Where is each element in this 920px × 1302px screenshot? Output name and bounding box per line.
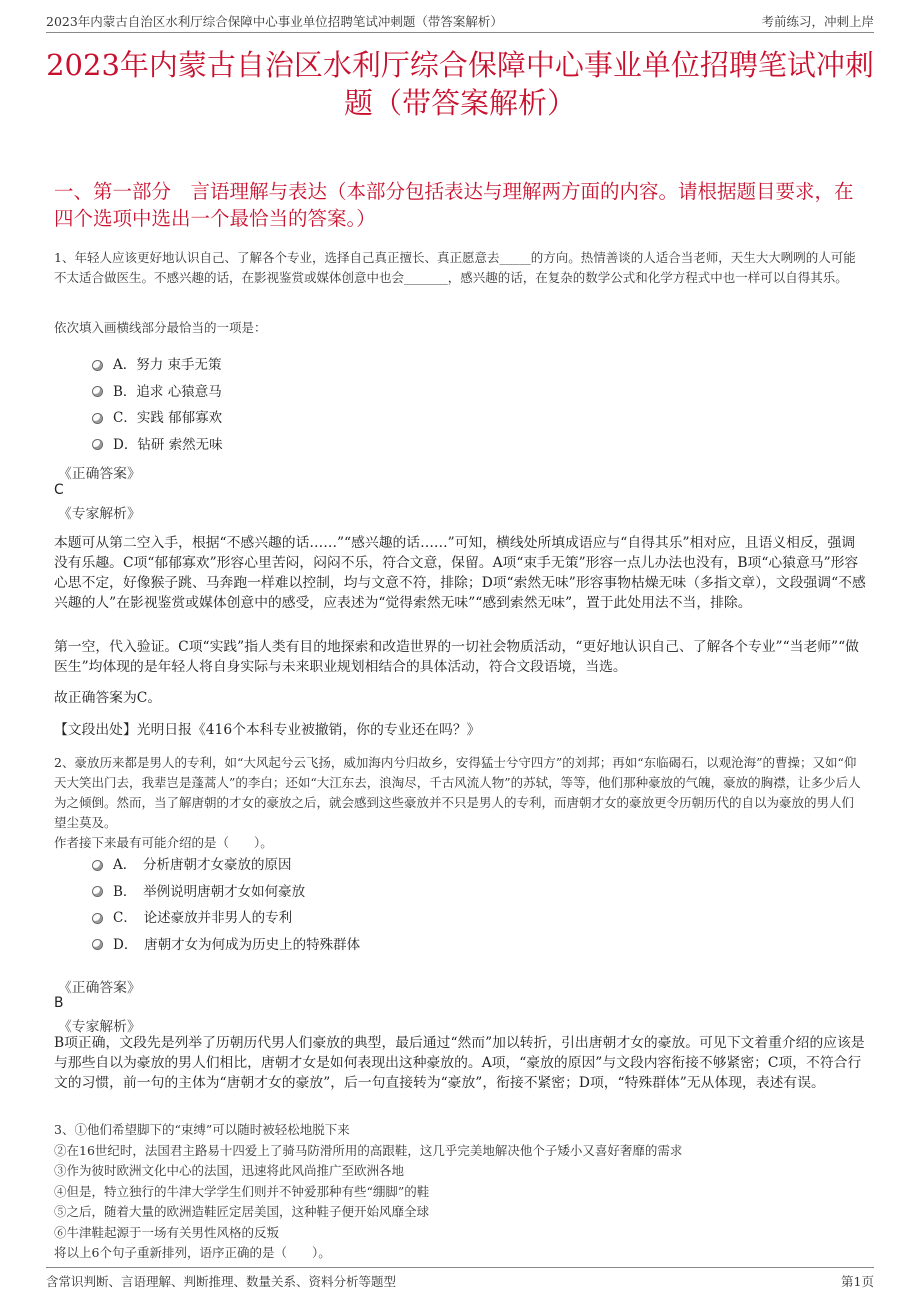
- q1-explanation-3: 故正确答案为C。: [54, 690, 162, 706]
- q1-options: [92, 350, 223, 456]
- q2-explanation: B项正确，文段先是列举了历朝历代男人们豪放的典型，最后通过“然而”加以转折，引出唐朝才女的豪放。可见下文着重介绍的应该是与那些自以为豪放的男人们相比，唐朝才女是如何表现出这种豪放的。A项，“豪放的原因”与文段内容衔接不够紧密；C项，不符合行文的习惯，前一句的主体为“唐朝才女的豪放”，后一句直接转为“豪放”，衔接不紧密；D项，“特殊群体”无从体现，表述有误。: [54, 1035, 865, 1091]
- q2-options: [92, 850, 360, 956]
- q3-line: 3、①他们希望脚下的“束缚”可以随时被轻松地脱下来: [54, 1122, 350, 1137]
- q1-option-d[interactable]: D．钻研 索然无味: [92, 430, 223, 457]
- q3-block: [54, 1120, 866, 1264]
- q3-line: ⑤之后，随着大量的欧洲造鞋匠定居美国，这种鞋子便开始风靡全球: [54, 1204, 430, 1219]
- q3-line: ②在16世纪时，法国君主路易十四爱上了骑马防滑所用的高跟鞋，这几乎完美地解决他个子矮小又喜好奢靡的需求: [54, 1142, 683, 1158]
- page-title: 2023年内蒙古自治区水利厅综合保障中心事业单位招聘笔试冲刺题（带答案解析）: [46, 48, 874, 120]
- radio-icon[interactable]: [92, 939, 103, 950]
- q1-source: 【文段出处】光明日报《416个本科专业被撤销，你的专业还在吗？》: [54, 722, 481, 738]
- radio-icon[interactable]: [92, 886, 103, 897]
- q1-explanation-label: 《专家解析》: [58, 506, 141, 522]
- q1-option-b[interactable]: B．追求 心猿意马: [92, 377, 223, 404]
- q1-option-a[interactable]: A．努力 束手无策: [92, 350, 223, 377]
- section-heading: 一、第一部分 言语理解与表达（本部分包括表达与理解两方面的内容。请根据题目要求，在四个选项中选出一个最恰当的答案。）: [54, 180, 854, 230]
- q2-explanation-label: 《专家解析》: [58, 1019, 141, 1035]
- q1-answer: C: [54, 482, 64, 498]
- q1-stem: 1、年轻人应该更好地认识自己、了解各个专业，选择自己真正擅长、真正愿意去_____的方向。热情善谈的人适合当老师，天生大大咧咧的人可能不太适合做医生。不感兴趣的话，在影视鉴赏或媒体创意中也会_______，感兴趣的话，在复杂的数学公式和化学方程式中也一样可以自得其乐。: [54, 250, 856, 285]
- q1-option-c[interactable]: C．实践 郁郁寡欢: [92, 403, 223, 430]
- q2-option-a[interactable]: A． 分析唐朝才女豪放的原因: [92, 850, 360, 877]
- q2-option-d[interactable]: D． 唐朝才女为何成为历史上的特殊群体: [92, 930, 360, 957]
- page-number: 第1页: [841, 1274, 874, 1289]
- q1-explanation-1: 本题可从第二空入手，根据“不感兴趣的话……”“感兴趣的话……”可知，横线处所填成语应与“自得其乐”相对应，且语义相反，强调没有乐趣。C项“郁郁寡欢”形容心里苦闷，闷闷不乐，符合文意，保留。A项“束手无策”形容一点儿办法也没有，B项“心猿意马”形容心思不定，好像猴子跳、马奔跑一样难以控制，均与文意不符，排除；D项“索然无味”形容事物枯燥无味（多指文章），文段强调“不感兴趣的人”在影视鉴赏或媒体创意中的感受，应表述为“觉得索然无味”“感到索然无味”，置于此处用法不当，排除。: [54, 535, 866, 611]
- header-doc-title: 2023年内蒙古自治区水利厅综合保障中心事业单位招聘笔试冲刺题（带答案解析）: [46, 14, 503, 29]
- radio-icon[interactable]: [92, 860, 103, 871]
- q1-prompt: 依次填入画横线部分最恰当的一项是：: [54, 320, 267, 335]
- page-header: [46, 10, 874, 33]
- radio-icon[interactable]: [92, 386, 103, 397]
- q3-line: ⑥牛津鞋起源于一场有关男性风格的反叛: [54, 1224, 280, 1240]
- footer-description: 含常识判断、言语理解、判断推理、数量关系、资料分析等题型: [46, 1274, 397, 1289]
- q2-stem: 2、豪放历来都是男人的专利，如“大风起兮云飞扬，威加海内兮归故乡，安得猛士兮守四方”的刘邦；再如“东临碣石，以观沧海”的曹操；又如“仰天大笑出门去，我辈岂是蓬蒿人”的李白；还如“大江东去，浪淘尽，千古风流人物”的苏轼，等等，他们那种豪放的气魄，豪放的胸襟，让多少后人为之倾倒。然而，当了解唐朝的才女的豪放之后，就会感到这些豪放并不只是男人的专利，而唐朝才女的豪放更令历朝历代的自以为豪放的男人们望尘莫及。: [54, 755, 861, 830]
- page-footer: [46, 1267, 874, 1292]
- q3-line: ③作为彼时欧洲文化中心的法国，迅速将此风尚推广至欧洲各地: [54, 1163, 405, 1178]
- q3-prompt: 将以上6个句子重新排列，语序正确的是（ ）。: [54, 1245, 331, 1260]
- q1-answer-label: 《正确答案》: [58, 466, 141, 482]
- q2-answer-label: 《正确答案》: [58, 980, 141, 996]
- header-slogan: 考前练习，冲刺上岸: [761, 14, 874, 29]
- radio-icon[interactable]: [92, 439, 103, 450]
- q2-answer: B: [54, 995, 64, 1011]
- radio-icon[interactable]: [92, 913, 103, 924]
- q3-line: ④但是，特立独行的牛津大学学生们则并不钟爱那种有些“绷脚”的鞋: [54, 1183, 430, 1199]
- q2-option-c[interactable]: C． 论述豪放并非男人的专利: [92, 903, 360, 930]
- radio-icon[interactable]: [92, 413, 103, 424]
- q2-option-b[interactable]: B． 举例说明唐朝才女如何豪放: [92, 877, 360, 904]
- q1-explanation-2: 第一空，代入验证。C项“实践”指人类有目的地探索和改造世界的一切社会物质活动，“更好地认识自己、了解各个专业”“当老师”“做医生”均体现的是年轻人将自身实际与未来职业规划相结合的具体活动，符合文段语境，当选。: [54, 639, 859, 675]
- radio-icon[interactable]: [92, 360, 103, 371]
- q2-prompt: 作者接下来最有可能介绍的是（ ）。: [54, 835, 273, 850]
